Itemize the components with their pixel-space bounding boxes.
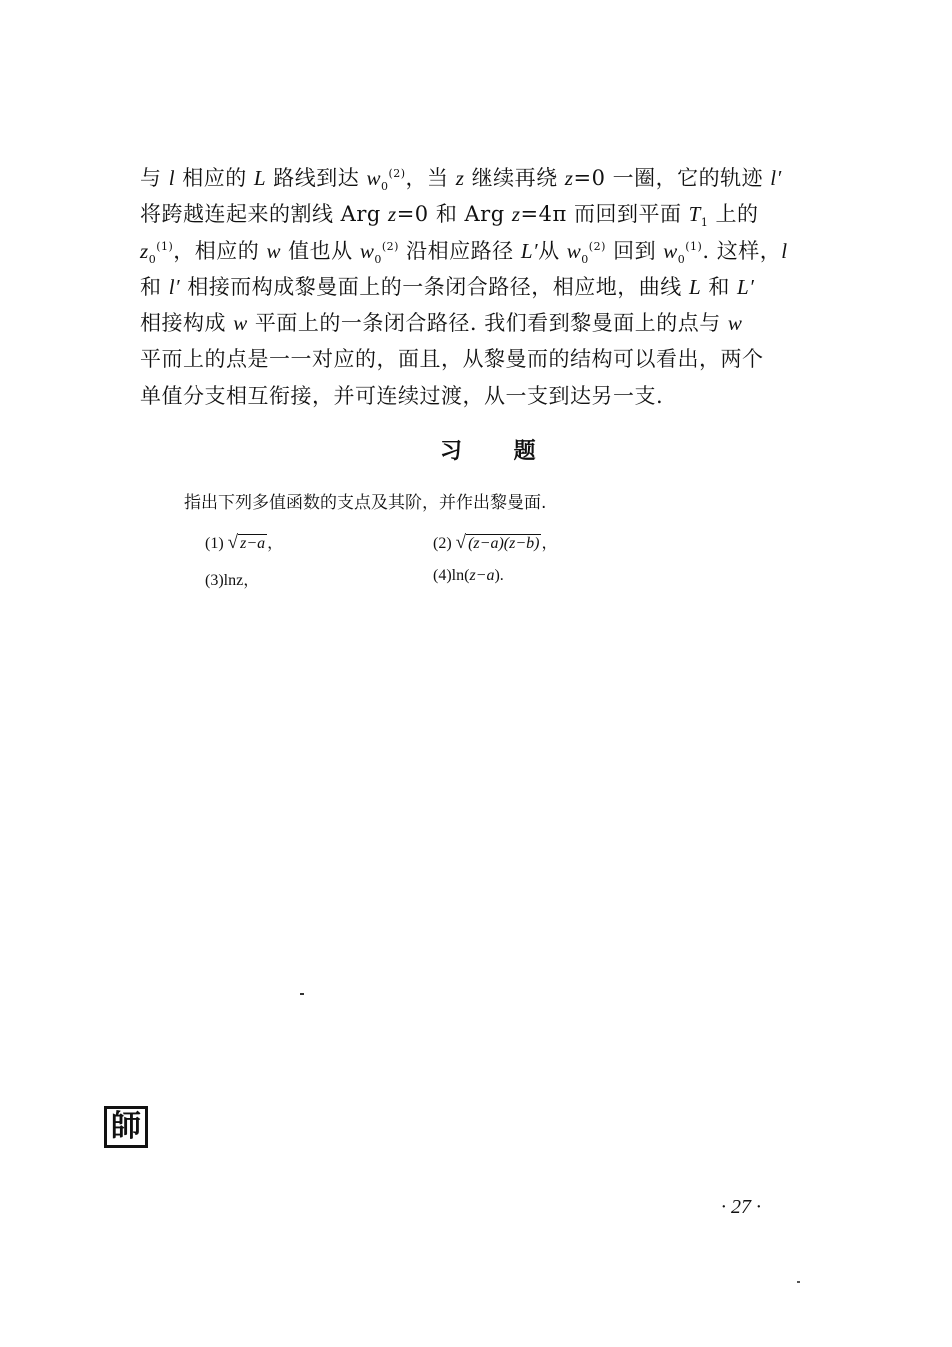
scan-speck xyxy=(300,993,304,995)
paragraph-line-7: 单值分支相互衔接，并可连续过渡，从一支到达另一支. xyxy=(140,383,664,408)
seal-glyph: 師 xyxy=(111,1109,141,1144)
scan-speck xyxy=(797,1281,800,1283)
exercise-2: (2) √ (z−a)(z−b) ， xyxy=(433,532,558,553)
exercise-1: (1) √ z−a ， xyxy=(205,532,284,553)
body-paragraph xyxy=(140,160,830,414)
paragraph-line-3: $z_0^{(1)}$，相应的 w 值也从 $w_0^{(2)}$ 沿相应路径 L′从 $w_0^{(2)}$ 回到 $w_0^{(1)}$. 这样，l xyxy=(140,238,788,266)
exercise-3: (3)lnz， xyxy=(205,572,260,589)
sqrt-symbol: √ xyxy=(227,532,239,553)
paragraph-line-6: 平而上的点是一一对应的，面且，从黎曼而的结构可以看出，两个 xyxy=(140,347,764,372)
exercises-instruction: 指出下列多值函数的支点及其阶，并作出黎曼面. xyxy=(184,493,547,513)
page-number: · 27 · xyxy=(721,1196,761,1218)
paragraph-line-4: 和 l′ 相接而构成黎曼面上的一条闭合路径，相应地，曲线 L 和 L′ xyxy=(140,274,755,299)
sqrt-symbol: √ xyxy=(455,532,467,553)
exercise-4: (4)ln(z−a). xyxy=(433,567,504,584)
library-seal-stamp xyxy=(104,1106,148,1148)
paragraph-line-5: 相接构成 w 平面上的一条闭合路径. 我们看到黎曼面上的点与 w xyxy=(140,311,743,336)
paragraph-line-1: 与 l 相应的 L 路线到达 $w_0^{(2)}$，当 z 继续再绕 z=0 一圈，它的轨迹 l′ xyxy=(140,166,782,194)
paragraph-line-2: 将跨越连起来的割线 Arg z=0 和 Arg z=4π 而回到平面 $T_1$ 上的 xyxy=(140,202,759,230)
exercises-heading: 习 题 xyxy=(440,439,538,464)
